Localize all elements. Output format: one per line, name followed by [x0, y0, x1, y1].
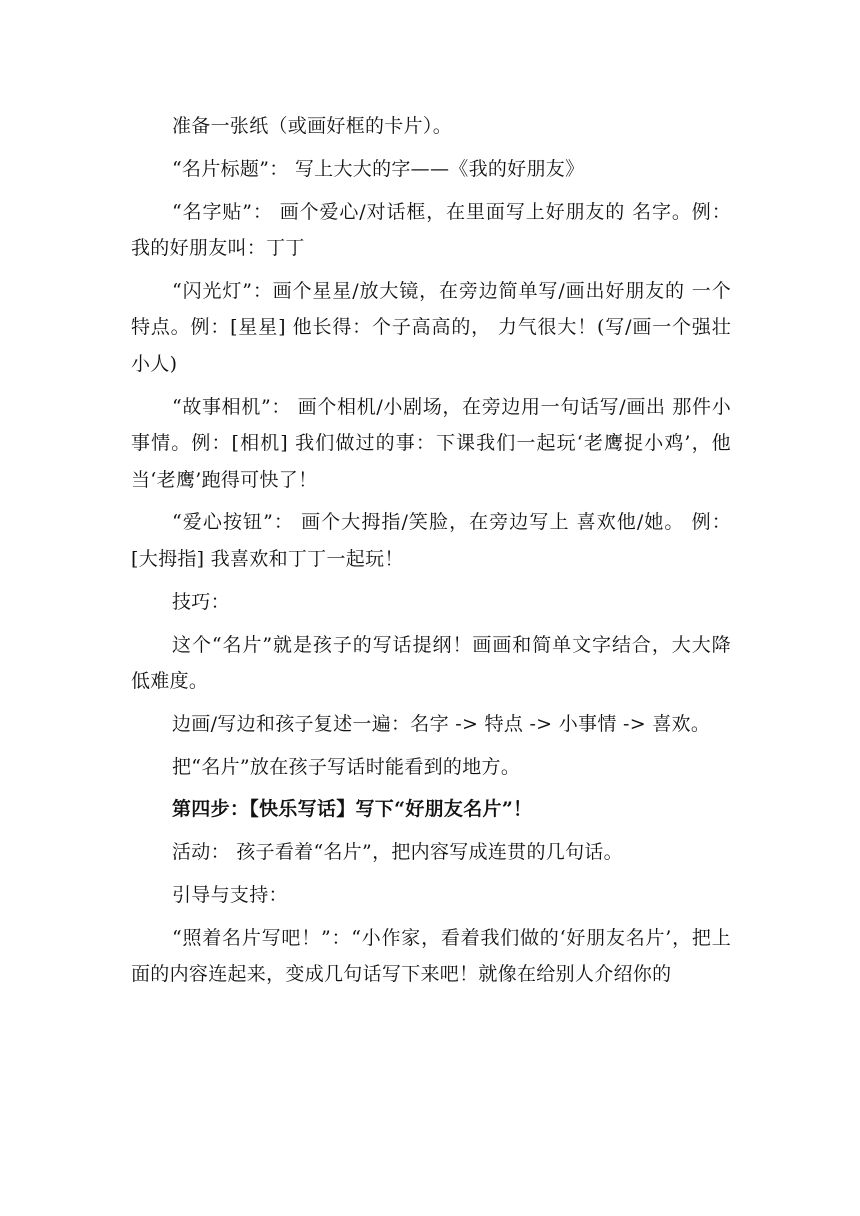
paragraph-activity: 活动： 孩子看着“名片”，把内容写成连贯的几句话。: [172, 841, 623, 864]
paragraph-card-title: “名片标题”： 写上大大的字——《我的好朋友》: [172, 157, 585, 180]
paragraph-story-camera: “故事相机”： 画个相机/小剧场，在旁边用一句话写/画出 那件小事情。例：[相机] 我们做过的事：下课我们一起玩‘老鹰捉小鸡’，他当‘老鹰’跑得可快了！: [131, 395, 731, 491]
paragraph-tips-heading: 技巧：: [172, 590, 230, 613]
paragraph-love-button: “爱心按钮”： 画个大拇指/笑脸，在旁边写上 喜欢他/她。 例：[大拇指] 我喜欢和丁丁一起玩！: [131, 511, 731, 570]
paragraph-name-sticker: “名字贴”： 画个爱心/对话框，在里面写上好朋友的 名字。例：我的好朋友叫：丁丁: [131, 200, 731, 260]
paragraph-guidance-quote: “照着名片写吧！”：“小作家，看着我们做的‘好朋友名片’，把上面的内容连起来，变成几句话写下来吧！就像在给别人介绍你的: [131, 926, 731, 986]
section-heading-step-four: 第四步：【快乐写话】写下“好朋友名片”！: [172, 798, 533, 821]
paragraph-tip-outline: 这个“名片”就是孩子的写话提纲！画画和简单文字结合，大大降低难度。: [131, 633, 731, 693]
paragraph-tip-retell: 边画/写边和孩子复述一遍：名字 -> 特点 -> 小事情 -> 喜欢。: [172, 712, 711, 735]
paragraph-tip-placement: 把“名片”放在孩子写话时能看到的地方。: [172, 755, 521, 778]
paragraph-guidance-heading: 引导与支持：: [172, 884, 288, 907]
paragraph-prepare-paper: 准备一张纸（或画好框的卡片）。: [172, 115, 453, 137]
document-body: [131, 108, 731, 999]
paragraph-flashlight: “闪光灯”：画个星星/放大镜，在旁边简单写/画出好朋友的 一个特点。例：[星星] 他长得：个子高高的， 力气很大！(写/画一个强壮小人): [131, 279, 731, 375]
